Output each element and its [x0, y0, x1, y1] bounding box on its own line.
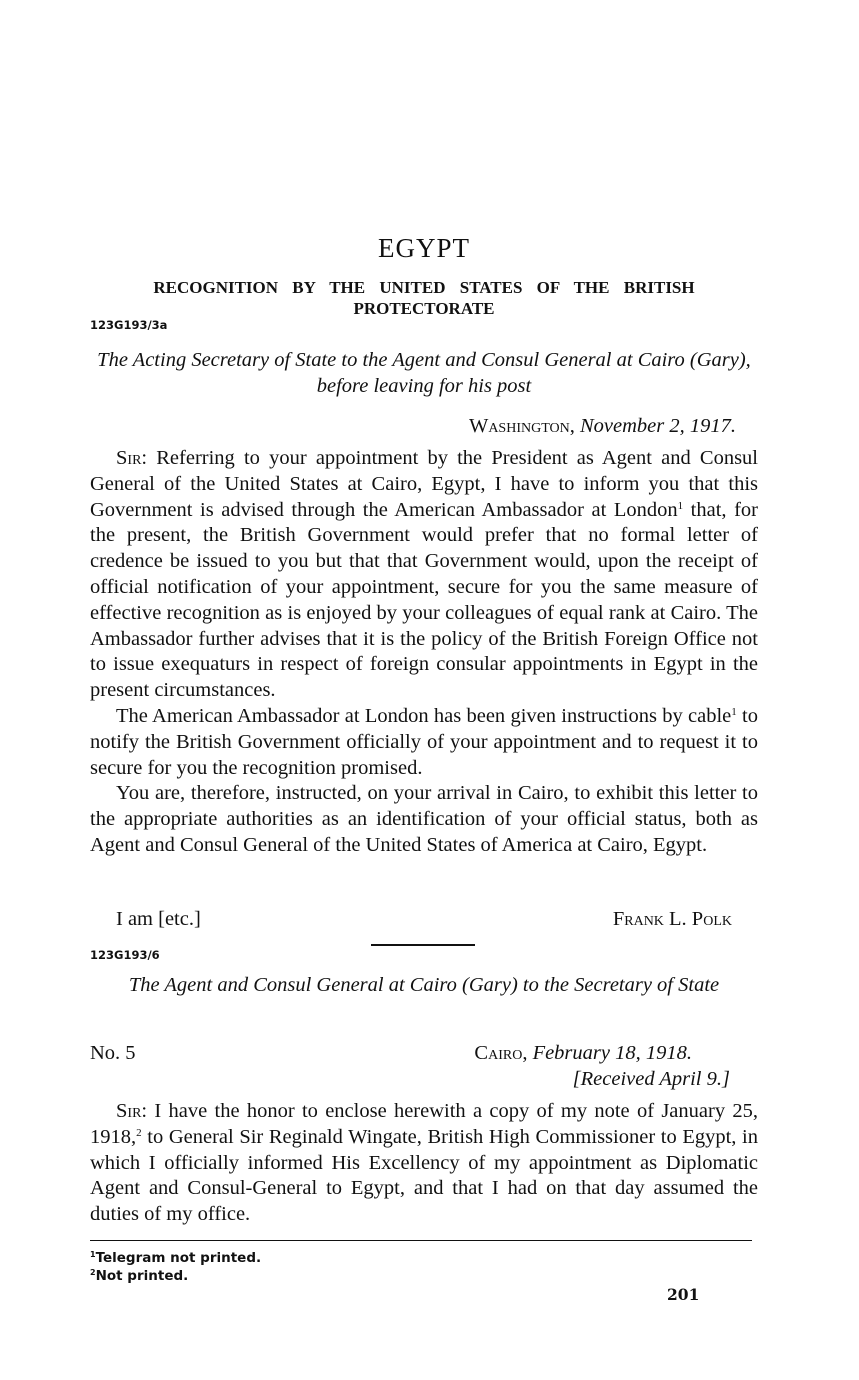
- dateline-2: Cairo, February 18, 1918.: [474, 1042, 692, 1064]
- salutation: Sir: [116, 1100, 142, 1122]
- footnote: $^2$Not printed.: [90, 1268, 189, 1284]
- signature: Frank L. Polk: [612, 908, 732, 930]
- footnote-ref: 1: [677, 499, 684, 512]
- closing: I am [etc.]: [116, 908, 201, 930]
- footnotes: [90, 1249, 261, 1285]
- document-heading-1: The Acting Secretary of State to the Agent and Consul General at Cairo (Gary), before leaving for his post: [97, 349, 751, 397]
- country-title: EGYPT: [378, 233, 470, 263]
- dateline-place: Washington: [468, 415, 570, 437]
- letter-body-2: [90, 1099, 758, 1228]
- paragraph: You are, therefore, instructed, on your arrival in Cairo, to exhibit this letter to the appropriate authorities as an identification of your official status, both as Agent and Consul General of the United States of America at Cairo, Egypt.: [90, 782, 758, 856]
- paragraph: Sir: Referring to your appointment by the President as Agent and Consul General of the United States at Cairo, Egypt, I have to inform you that this Government is advised through the American Ambassador at London$^1$ that, for the present, the British Government would prefer that no formal letter of credence be issued to you but that that Government would, upon the receipt of official notification of your appointment, secure for you the same measure of effective recognition as is enjoyed by your colleagues of equal rank at Cairo. The Ambassador further advises that it is the policy of the British Foreign Office not to issue exequaturs in respect of foreign consular appointments in Egypt in the present circumstances.: [90, 447, 758, 702]
- page-number: 201: [667, 1285, 700, 1304]
- salutation: Sir: [116, 447, 142, 469]
- document-heading-2: The Agent and Consul General at Cairo (Gary) to the Secretary of State: [128, 974, 720, 996]
- paragraph: Sir: I have the honor to enclose herewith a copy of my note of January 25, 1918,$^2$ to General Sir Reginald Wingate, British High Commissioner to Egypt, in which I officially informed His Excellency of my appointment as Diplomatic Agent and Consul-General to Egypt, and that I had on that day assumed the duties of my office.: [90, 1100, 758, 1226]
- subject-heading: RECOGNITION BY THE UNITED STATES OF THE BRITISH PROTECTORATE: [153, 278, 695, 318]
- dateline-place: Cairo: [474, 1042, 523, 1064]
- paragraph: The American Ambassador at London has been given instructions by cable$^1$ to notify the British Government officially of your appointment and to request it to secure for you the recognition promised.: [90, 704, 758, 779]
- footnote: $^1$Telegram not printed.: [90, 1250, 262, 1266]
- dispatch-number: No. 5: [90, 1042, 136, 1064]
- received-date: [Received April 9.]: [572, 1068, 730, 1090]
- footnote-ref: 1: [731, 705, 737, 718]
- dateline-date: February 18, 1918.: [532, 1042, 692, 1064]
- letter-body-1: [90, 446, 758, 859]
- footnote-ref: 2: [136, 1126, 142, 1139]
- dateline-1: Washington, November 2, 1917.: [468, 415, 736, 437]
- separator-rule: [371, 944, 475, 946]
- footnote-rule: [90, 1240, 752, 1241]
- file-number-2: 123G193/6: [90, 948, 160, 962]
- dateline-date: November 2, 1917.: [579, 415, 736, 437]
- file-number-1: 123G193/3a: [90, 318, 168, 332]
